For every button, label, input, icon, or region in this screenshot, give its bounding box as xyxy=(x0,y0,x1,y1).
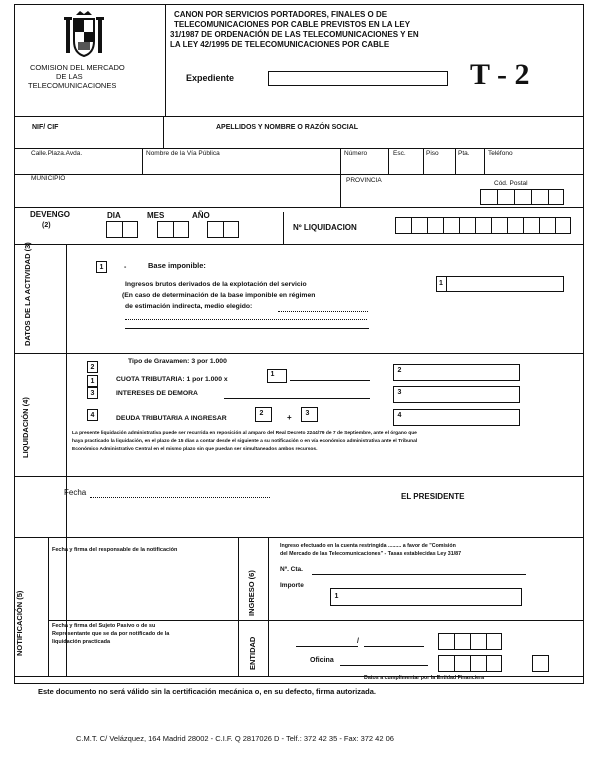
liq-box-4: 4 xyxy=(87,409,98,421)
liq-total-4-field[interactable] xyxy=(393,409,520,426)
liq-total-2-field[interactable] xyxy=(393,364,520,381)
importe-field[interactable] xyxy=(330,588,522,606)
base-imponible-label: Base imponible: xyxy=(148,261,206,270)
cod-postal-label: Cód. Postal xyxy=(494,180,528,187)
ingresos-line2: (En caso de determinación de la base imponible en régimen xyxy=(122,292,316,299)
provincia-label: PROVINCIA xyxy=(346,177,382,184)
piso-label: Piso xyxy=(426,150,439,157)
sujeto-line3: liquidación practicada xyxy=(52,639,111,645)
liq-box-1: 1 xyxy=(87,375,98,387)
cuenta-label: Nº. Cta. xyxy=(280,566,303,573)
numero-label: Número xyxy=(344,150,368,157)
pta-label: Pta. xyxy=(458,150,470,157)
entidad-datos-label: Datos a cumplimentar por la Entidad Financiera xyxy=(364,675,485,681)
importe-label: Importe xyxy=(280,582,304,589)
devengo-number: (2) xyxy=(42,222,51,229)
deuda-part3-num: 3 xyxy=(305,410,310,417)
expediente-field[interactable] xyxy=(268,71,448,86)
liq-box-3: 3 xyxy=(87,387,98,399)
name-label: APELLIDOS Y NOMBRE O RAZÓN SOCIAL xyxy=(216,124,359,131)
deuda-label: DEUDA TRIBUTARIA A INGRESAR xyxy=(116,415,227,422)
legal-text-line1: La presente liquidación administrativa puede ser recurrida en reposición al amparo del Real Decreto 2244/79 de 7 de Septiembre, ante el órgano que xyxy=(72,431,417,436)
responsable-label: Fecha y firma del responsable de la notificación xyxy=(52,547,178,553)
actividad-dash: - xyxy=(124,264,127,271)
liquidacion-side-label: LIQUIDACIÓN (4) xyxy=(21,397,30,458)
actividad-box-1: 1 xyxy=(96,261,107,273)
fecha-label: Fecha xyxy=(64,488,87,497)
base-imponible-field[interactable] xyxy=(436,276,564,292)
cuota-label: CUOTA TRIBUTARIA: 1 por 1.000 x xyxy=(116,376,228,383)
nif-label: NIF/ CIF xyxy=(32,124,59,131)
notificacion-side-label: NOTIFICACIÓN (5) xyxy=(15,590,24,656)
liq-total-3-num: 3 xyxy=(397,389,402,396)
importe-field-num: 1 xyxy=(334,593,339,600)
postal-code-boxes[interactable] xyxy=(480,189,564,205)
ingresos-line1: Ingresos brutos derivados de la explotación del servicio xyxy=(125,281,307,288)
liq-total-3-field[interactable] xyxy=(393,386,520,403)
oficina-label: Oficina xyxy=(310,657,334,664)
cuota-factor-num: 1 xyxy=(270,371,275,378)
ingreso-side-label: INGRESO (6) xyxy=(247,570,256,616)
ano-label: AÑO xyxy=(192,211,210,220)
org-name-line2: DE LAS xyxy=(56,72,83,81)
liq-total-2-num: 2 xyxy=(397,367,402,374)
form-title-line4: LA LEY 42/1995 DE TELECOMUNICACIONES POR CABLE xyxy=(170,40,390,49)
validity-warning: Este documento no será válido sin la certificación mecánica o, en su defecto, firma autorizada. xyxy=(38,687,377,696)
dia-label: DIA xyxy=(107,211,121,220)
ingreso-text-line1: Ingreso efectuado en la cuenta restringida ......... a favor de "Comisión xyxy=(280,543,456,549)
org-name-line1: COMISION DEL MERCADO xyxy=(30,63,125,72)
actividad-side-label: DATOS DE LA ACTIVIDAD (3) xyxy=(23,242,32,346)
presidente-label: EL PRESIDENTE xyxy=(401,492,465,501)
devengo-label: DEVENGO xyxy=(30,210,71,219)
liquidacion-number-boxes[interactable] xyxy=(395,217,571,234)
footer-address: C.M.T. C/ Velázquez, 164 Madrid 28002 - C.I.F. Q 2817026 D - Telf.: 372 42 35 - Fax: 372 42 06 xyxy=(76,734,394,743)
name-field[interactable] xyxy=(168,133,578,145)
org-name-line3: TELECOMUNICACIONES xyxy=(28,81,117,90)
tipo-gravamen-label: Tipo de Gravamen: 3 por 1.000 xyxy=(128,358,227,365)
legal-text-line3: Económico Administrativo Central en el mismo plazo sin que puedan ser simultaneados ambos recursos. xyxy=(72,447,318,452)
form-code: T - 2 xyxy=(470,58,530,91)
ingresos-line3: de estimación indirecta, medio elegido: xyxy=(125,303,253,310)
form-title-line3: 31/1987 DE ORDENACIÓN DE LAS TELECOMUNICACIONES Y EN xyxy=(170,30,419,39)
municipio-label: MUNICIPIO xyxy=(31,175,66,182)
entidad-slash: / xyxy=(357,638,359,645)
entidad-side-label: ENTIDAD xyxy=(248,636,257,670)
sujeto-line1: Fecha y firma del Sujeto Pasivo o de su xyxy=(52,623,156,629)
telefono-label: Teléfono xyxy=(488,150,513,157)
mes-label: MES xyxy=(147,211,165,220)
base-imponible-field-num: 1 xyxy=(436,276,447,292)
control-digit-box[interactable] xyxy=(532,655,549,672)
form-title-line2: TELECOMUNICACIONES POR CABLE PREVISTOS EN LA LEY xyxy=(174,20,411,29)
esc-label: Esc. xyxy=(393,150,406,157)
street-name-label: Nombre de la Vía Pública xyxy=(146,150,220,157)
form-title-line1: CANON POR SERVICIOS PORTADORES, FINALES O DE xyxy=(174,10,388,19)
liquidacion-number-label: Nº LIQUIDACION xyxy=(293,223,357,232)
nif-field[interactable] xyxy=(30,132,156,144)
ingreso-text-line2: del Mercado de las Telecomunicaciones" - Tasas establecidas Ley 31/87 xyxy=(280,551,462,557)
liq-box-2: 2 xyxy=(87,361,98,373)
intereses-label: INTERESES DE DEMORA xyxy=(116,390,198,397)
coat-of-arms-logo xyxy=(62,9,106,59)
deuda-plus: + xyxy=(287,413,292,422)
expediente-label: Expediente xyxy=(186,73,235,83)
liq-total-4-num: 4 xyxy=(397,412,402,419)
deuda-part2-num: 2 xyxy=(259,410,264,417)
sujeto-line2: Representante que se da por notificado de la xyxy=(52,631,170,637)
legal-text-line2: haya practicado la liquidación, en el plazo de 15 días a contar desde el siguiente a su notificación o en vía económico administrativa ante el Tribunal xyxy=(72,439,418,444)
street-type-label: Calle.Plaza.Avda. xyxy=(31,150,83,157)
